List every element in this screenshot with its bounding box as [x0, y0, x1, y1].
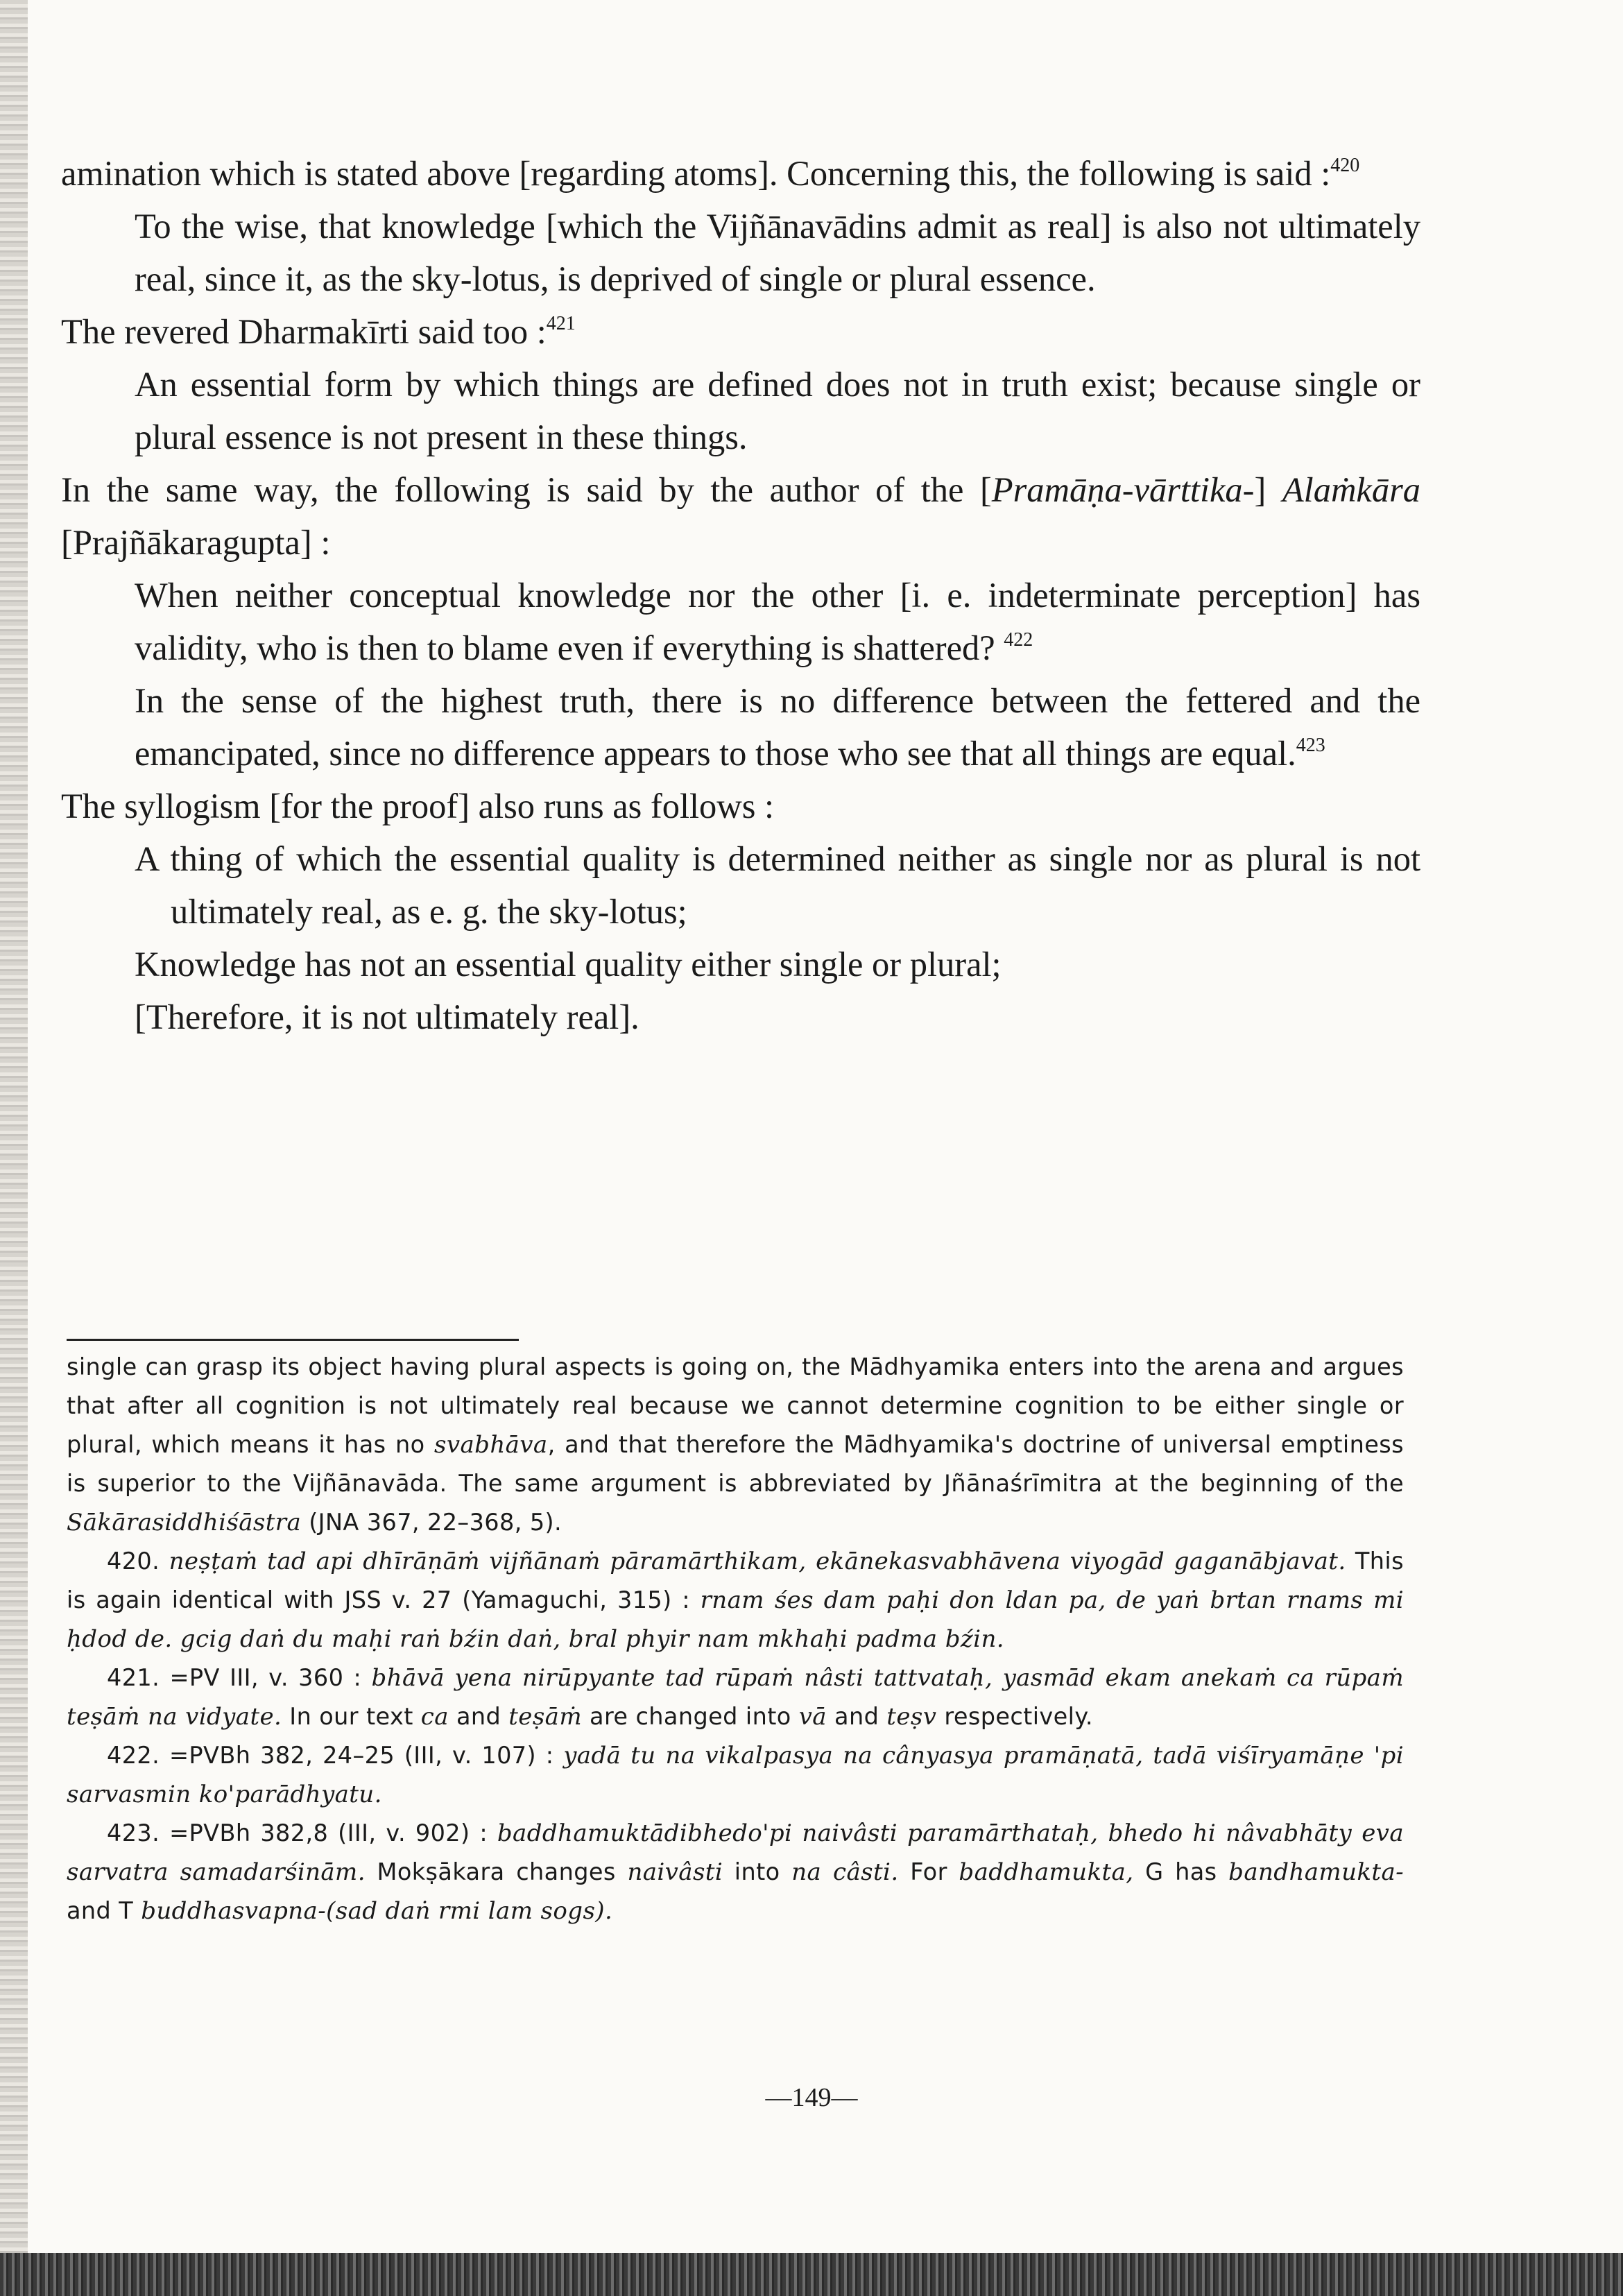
paragraph: amination which is stated above [regarding atoms]. Concerning this, the following is said :$^{420}$: [61, 154, 1360, 193]
syllogism-premise: A thing of which the essential quality is determined neither as single nor as plural is not ultimately real, as e. g. the sky-lotus;: [135, 839, 1420, 931]
syllogism-conclusion: [Therefore, it is not ultimately real].: [135, 997, 639, 1036]
quotation-block: To the wise, that knowledge [which the Vijñānavādins admit as real] is also not ultimately real, since it, as the sky-lotus, is deprived of single or plural essence.: [135, 207, 1420, 298]
paragraph: The revered Dharmakīrti said too :$^{421}$: [61, 312, 576, 351]
footnote-423: 423. =PVBh 382,8 (III, v. 902) : baddhamuktādibhedo'pi naivâsti paramārthataḥ, bhedo hi nâvabhāty eva sarvatra samadarśinām. Mokṣākara changes naivâsti into na câsti. For baddhamukta, G has bandhamukta- and T buddhasvapna-(sad daṅ rmi lam sogs).: [67, 1819, 1404, 1925]
page-number: —149—: [765, 2083, 858, 2112]
footnote-420: 420. neṣṭaṁ tad api dhīrāṇāṁ vijñānaṁ pāramārthikam, ekānekasvabhāvena viyogād gaganābjavat. This is again identical with JSS v. 27 (Yamaguchi, 315) : rnam śes dam paḥi don ldan pa, de yaṅ brtan rnams mi ḥdod de. gcig daṅ du maḥi raṅ bźin daṅ, bral phyir nam mkhaḥi padma bźin.: [67, 1548, 1405, 1653]
quotation-block: When neither conceptual knowledge nor the other [i. e. indeterminate perception] has validity, who is then to blame even if everything is shattered? $^{422}$: [135, 576, 1420, 667]
paragraph: The syllogism [for the proof] also runs as follows :: [61, 787, 775, 825]
footnote-ref-421[interactable]: 421: [546, 313, 576, 334]
footnote-ref-422[interactable]: 422: [1004, 629, 1033, 651]
footnote-421: 421. =PV III, v. 360 : bhāvā yena nirūpyante tad rūpaṁ nâsti tattvataḥ, yasmād ekam anekaṁ ca rūpaṁ teṣāṁ na vidyate. In our text ca and teṣāṁ are changed into vā and teṣv respectively.: [67, 1664, 1404, 1731]
syllogism-premise: Knowledge has not an essential quality either single or plural;: [135, 945, 1002, 984]
quotation-block: In the sense of the highest truth, there is no difference between the fettered and the emancipated, since no difference appears to those who see that all things are equal.$^{423}$: [135, 681, 1420, 773]
footnotes: [67, 1348, 1404, 1930]
footnote-422: 422. =PVBh 382, 24–25 (III, v. 107) : yadā tu na vikalpasya na cânyasya pramāṇatā, tadā viśīryamāṇe 'pi sarvasmin ko'parādhyatu.: [67, 1742, 1404, 1808]
footnote-ref-423[interactable]: 423: [1296, 735, 1325, 756]
main-text: [61, 147, 1420, 1043]
footnote-rule: [67, 1339, 519, 1341]
footnote-ref-420[interactable]: 420: [1330, 155, 1360, 176]
paragraph: In the same way, the following is said by the author of the [Pramāṇa-vārttika-] Alaṁkāra [Prajñākaragupta] :: [61, 470, 1420, 562]
scan-edge-shadow: [0, 0, 28, 2296]
scan-bottom-edge: [0, 2253, 1623, 2296]
quotation-block: An essential form by which things are defined does not in truth exist; because single or plural essence is not present in these things.: [135, 365, 1420, 456]
footnote-continuation: single can grasp its object having plural aspects is going on, the Mādhyamika enters into the arena and argues that after all cognition is not ultimately real because we cannot determine cognition to be either single or plural, which means it has no svabhāva, and that therefore the Mādhyamika's doctrine of universal emptiness is superior to the Vijñānavāda. The same argument is abbreviated by Jñānaśrīmitra at the beginning of the Sākārasiddhiśāstra (JNA 367, 22–368, 5).: [67, 1353, 1404, 1536]
